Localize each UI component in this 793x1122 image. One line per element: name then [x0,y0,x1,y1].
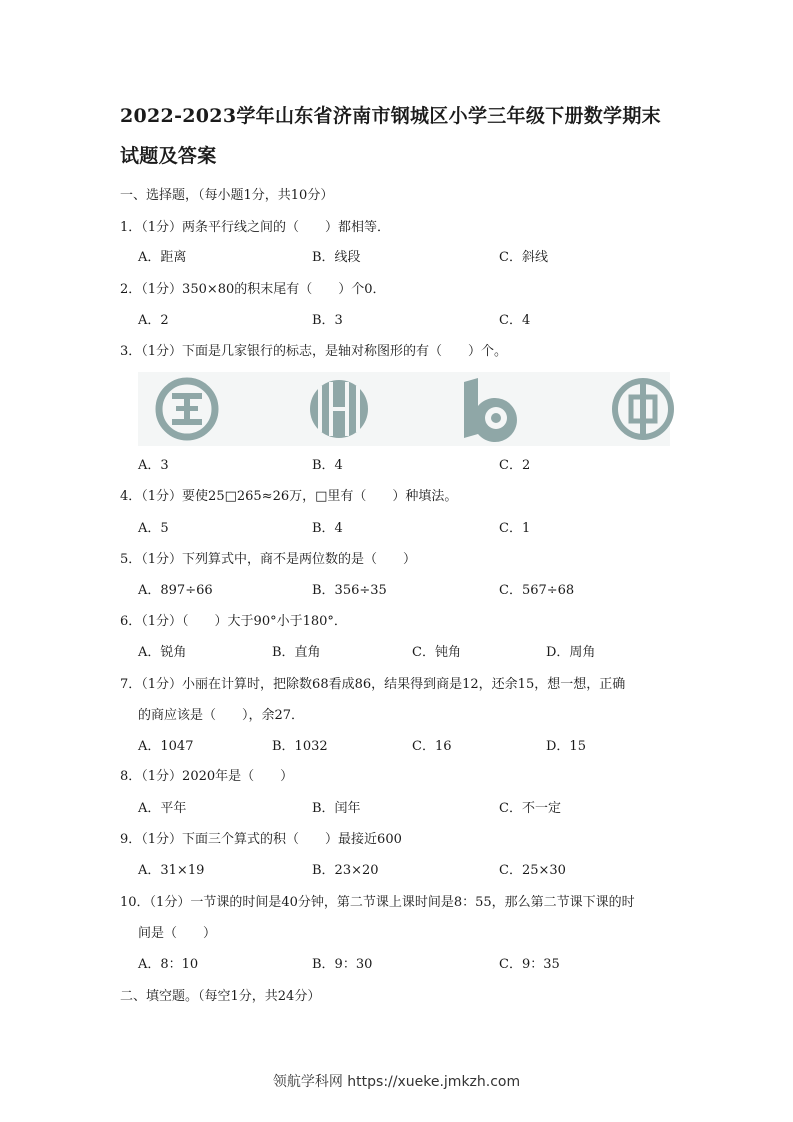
option-2a: A．2 [138,313,169,328]
option-9c: C．25×30 [499,863,566,878]
option-6c: C．钝角 [412,645,461,660]
option-5b: B．356÷35 [312,583,387,598]
question-8: 8．（1分）2020年是（ ） [120,769,294,784]
section-heading-fill: 二、填空题。（每空1分，共24分） [120,989,321,1004]
bank-logo-2 [302,372,376,446]
option-7d: D．15 [546,739,586,754]
option-2c: C．4 [499,313,531,328]
option-1c: C．斜线 [499,250,548,265]
option-4b: B．4 [312,521,343,536]
option-4c: C．1 [499,521,531,536]
option-4a: A．5 [138,521,169,536]
question-10-cont: 间是（ ） [138,926,217,941]
option-10c: C．9：35 [499,957,560,972]
option-10b: B．9：30 [312,957,373,972]
option-3a: A．3 [138,458,169,473]
option-1b: B．线段 [312,250,361,265]
question-3: 3．（1分）下面是几家银行的标志，是轴对称图形的有（ ）个。 [120,344,508,359]
page-title: 2022-2023学年山东省济南市钢城区小学三年级下册数学期末试题及答案 [120,105,661,167]
bank-logos-figure [138,372,670,446]
option-6b: B．直角 [272,645,321,660]
question-10: 10．（1分）一节课的时间是40分钟，第二节课上课时间是8：55，那么第二节课下课的时 [120,895,635,910]
footer-watermark: 领航学科网 https://xueke.jmkzh.com [272,1074,521,1090]
option-2b: B．3 [312,313,343,328]
option-6d: D．周角 [546,645,596,660]
option-6a: A．锐角 [138,645,187,660]
bank-logo-3 [456,372,530,446]
option-8b: B．闰年 [312,801,361,816]
option-5a: A．897÷66 [138,583,213,598]
question-9: 9．（1分）下面三个算式的积（ ）最接近600 [120,832,402,847]
question-7-cont: 的商应该是（ ），余27． [138,708,305,723]
option-9a: A．31×19 [138,863,205,878]
option-9b: B．23×20 [312,863,379,878]
option-8c: C．不一定 [499,801,561,816]
section-heading-choice: 一、选择题，（每小题1分，共10分） [120,188,334,203]
option-10a: A．8：10 [138,957,199,972]
question-1: 1．（1分）两条平行线之间的（ ）都相等． [120,220,391,235]
bank-logo-1 [150,372,224,446]
option-7b: B．1032 [272,739,328,754]
option-5c: C．567÷68 [499,583,575,598]
bank-logo-4 [606,372,680,446]
option-3c: C．2 [499,458,531,473]
option-8a: A．平年 [138,801,187,816]
question-2: 2．（1分）350×80的积末尾有（ ）个0． [120,282,386,297]
question-7: 7．（1分）小丽在计算时，把除数68看成86，结果得到商是12，还余15，想一想，正确 [120,677,626,692]
option-3b: B．4 [312,458,343,473]
question-4: 4．（1分）要使25□265≈26万，□里有（ ）种填法。 [120,489,458,504]
option-7c: C．16 [412,739,452,754]
question-5: 5．（1分）下列算式中，商不是两位数的是（ ） [120,552,417,567]
option-7a: A．1047 [138,739,194,754]
question-6: 6．（1分）（ ）大于90°小于180°． [120,614,347,629]
option-1a: A．距离 [138,250,187,265]
